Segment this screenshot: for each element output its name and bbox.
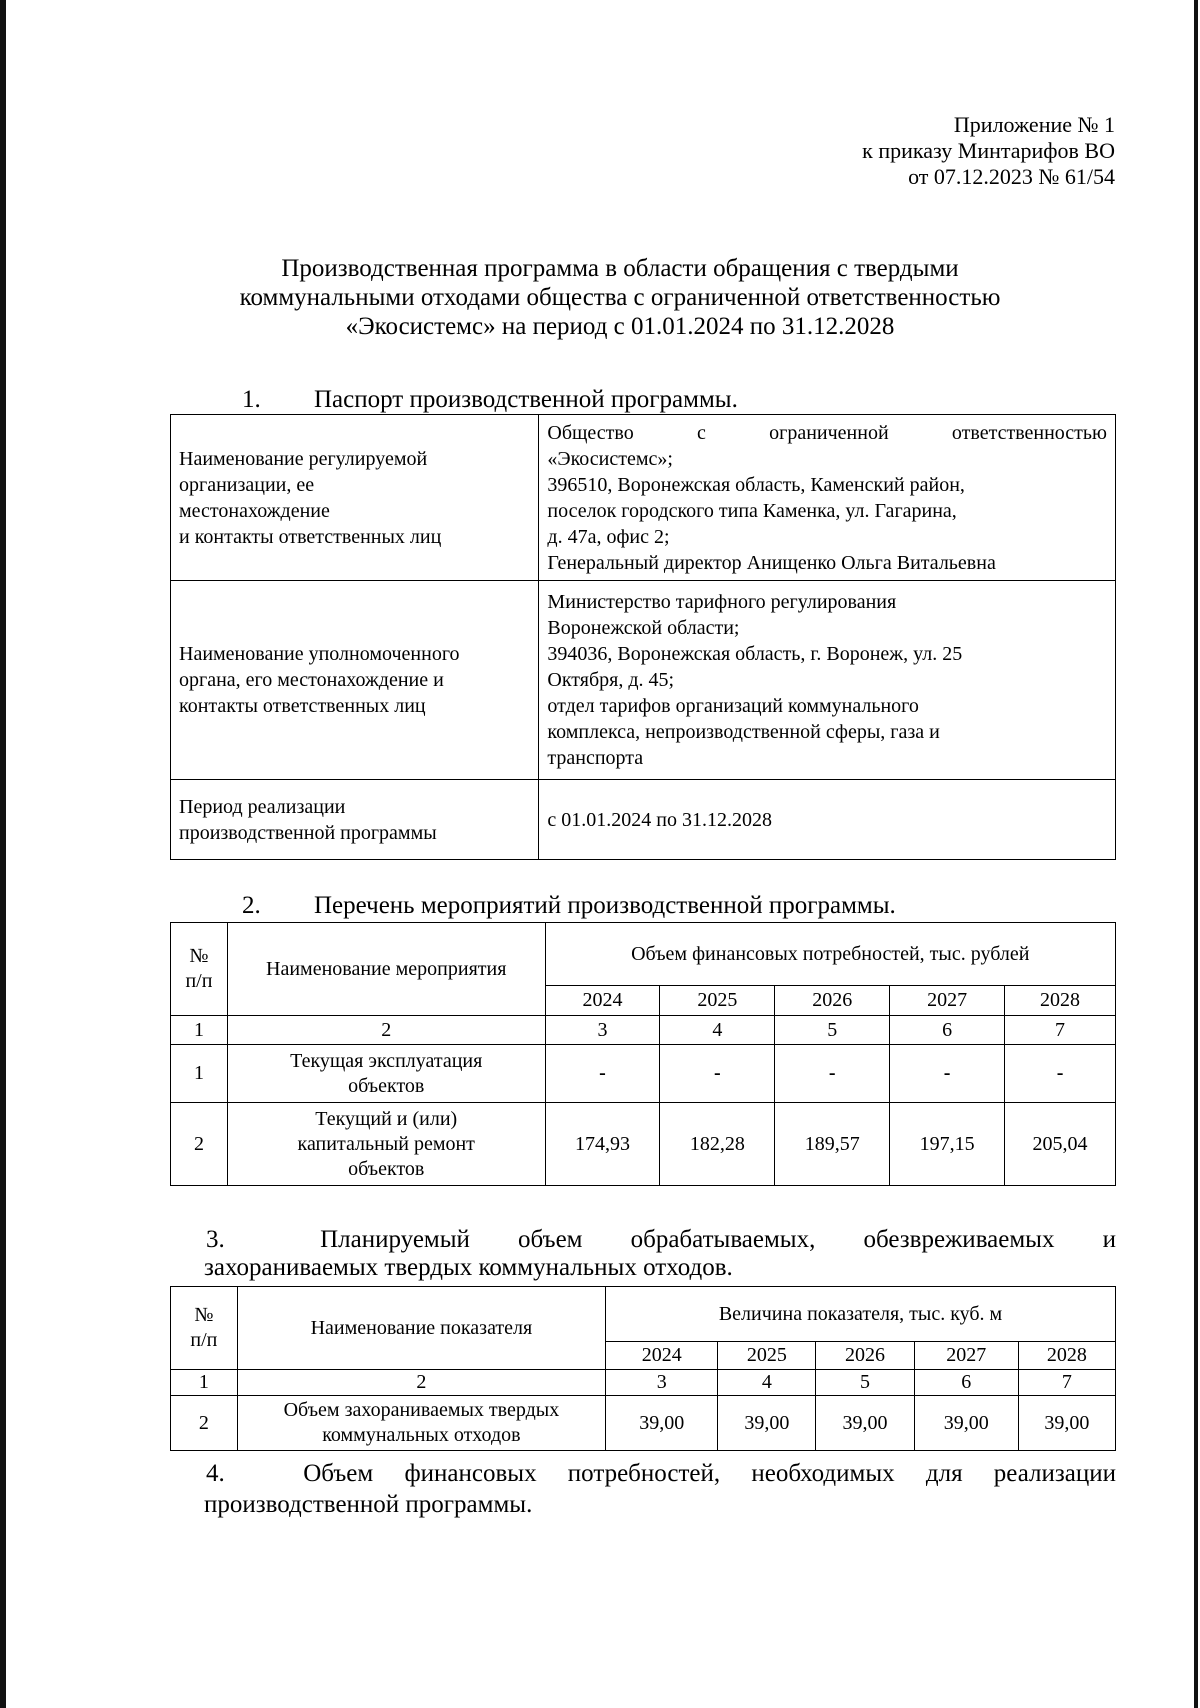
value-cell: -: [545, 1045, 660, 1103]
index-cell: 5: [816, 1370, 914, 1396]
index-cell: 4: [660, 1016, 775, 1045]
index-cell: 3: [606, 1370, 718, 1396]
value-cell: -: [890, 1045, 1005, 1103]
waste-volume-table: [170, 1286, 1116, 1451]
passport-table: [170, 414, 1116, 860]
value-cell: 205,04: [1005, 1103, 1116, 1186]
appendix-line: к приказу Минтарифов ВО: [862, 138, 1115, 163]
scan-edge-right: [1194, 0, 1198, 1708]
value-cell: -: [775, 1045, 890, 1103]
table-row: [171, 581, 1116, 780]
table-row: [171, 415, 1116, 581]
column-header-name: Наименование показателя: [237, 1287, 605, 1370]
activity-name: Текущий и (или) капитальный ремонт объектов: [227, 1103, 545, 1186]
table-row: [171, 1103, 1116, 1186]
value-cell: -: [660, 1045, 775, 1103]
row-number: 2: [171, 1396, 238, 1451]
justified-line: 4. Объем финансовых потребностей, необходимых для реализации: [206, 1460, 1116, 1487]
section-4-heading: [206, 1458, 1116, 1520]
value-cell: 39,00: [718, 1396, 816, 1451]
section-title: Перечень мероприятий производственной программы.: [314, 892, 896, 919]
column-header-group: Величина показателя, тыс. куб. м: [606, 1287, 1116, 1342]
value-cell: 39,00: [1018, 1396, 1115, 1451]
passport-label: Период реализации производственной программы: [171, 780, 539, 860]
table-index-row: [171, 1016, 1116, 1045]
index-cell: 1: [171, 1370, 238, 1396]
year-header: 2027: [914, 1342, 1018, 1370]
title-line: коммунальными отходами общества с ограниченной ответственностью: [239, 284, 1001, 311]
passport-value: с 01.01.2024 по 31.12.2028: [539, 780, 1116, 860]
year-header: 2028: [1005, 986, 1116, 1016]
passport-value: Общество с ограниченной ответственностью «Экосистемс»; 396510, Воронежская область, Каменский район, поселок городского типа Каменка, ул. Гагарина, д. 47а, офис 2; Генеральный директор Анищенко Ольга Витальевна: [539, 415, 1116, 581]
column-header-group: Объем финансовых потребностей, тыс. рублей: [545, 923, 1115, 986]
index-cell: 7: [1018, 1370, 1115, 1396]
section-2-heading: [242, 892, 896, 920]
value-cell: 182,28: [660, 1103, 775, 1186]
table-row: [171, 780, 1116, 860]
section-number: 2.: [242, 892, 261, 919]
year-header: 2025: [718, 1342, 816, 1370]
table-header-row: [171, 1287, 1116, 1342]
year-header: 2026: [775, 986, 890, 1016]
year-header: 2024: [606, 1342, 718, 1370]
year-header: 2026: [816, 1342, 914, 1370]
row-number: 1: [171, 1045, 228, 1103]
index-cell: 7: [1005, 1016, 1116, 1045]
index-cell: 6: [914, 1370, 1018, 1396]
value-cell: 174,93: [545, 1103, 660, 1186]
appendix-line: Приложение № 1: [953, 112, 1115, 137]
table-header-row: [171, 923, 1116, 986]
value-cell: 189,57: [775, 1103, 890, 1186]
index-cell: 3: [545, 1016, 660, 1045]
scan-edge-left: [0, 0, 6, 1708]
justified-line: Общество с ограниченной ответственностью: [547, 421, 1107, 444]
section-number: 3.: [206, 1226, 225, 1253]
year-header: 2028: [1018, 1342, 1115, 1370]
value-cell: 39,00: [816, 1396, 914, 1451]
appendix-note: [862, 112, 1115, 190]
index-cell: 2: [227, 1016, 545, 1045]
passport-value: Министерство тарифного регулирования Воронежской области; 394036, Воронежская область, г. Воронеж, ул. 25 Октября, д. 45; отдел тарифов организаций коммунального комплекса, непроизводственной сферы, газа и транспорта: [539, 581, 1116, 780]
column-header-name: Наименование мероприятия: [227, 923, 545, 1016]
index-cell: 1: [171, 1016, 228, 1045]
table-index-row: [171, 1370, 1116, 1396]
title-line: «Экосистемс» на период с 01.01.2024 по 31.12.2028: [345, 313, 895, 340]
year-header: 2025: [660, 986, 775, 1016]
section-number: 1.: [242, 386, 261, 413]
value-cell: 197,15: [890, 1103, 1005, 1186]
row-number: 2: [171, 1103, 228, 1186]
index-cell: 5: [775, 1016, 890, 1045]
table-row: [171, 1396, 1116, 1451]
year-header: 2024: [545, 986, 660, 1016]
value-cell: 39,00: [606, 1396, 718, 1451]
section-title-line: захораниваемых твердых коммунальных отходов.: [204, 1254, 733, 1281]
section-1-heading: [242, 386, 738, 414]
indicator-name: Объем захораниваемых твердых коммунальных отходов: [237, 1396, 605, 1451]
year-header: 2027: [890, 986, 1005, 1016]
column-header-number: № п/п: [171, 1287, 238, 1370]
column-header-number: № п/п: [171, 923, 228, 1016]
justified-line: 3. Планируемый объем обрабатываемых, обезвреживаемых и: [206, 1226, 1116, 1253]
title-line: Производственная программа в области обращения с твердыми: [281, 255, 959, 282]
value-cell: -: [1005, 1045, 1116, 1103]
value-cell: 39,00: [914, 1396, 1018, 1451]
document-title: [160, 254, 1080, 341]
index-cell: 6: [890, 1016, 1005, 1045]
activity-name: Текущая эксплуатация объектов: [227, 1045, 545, 1103]
section-number: 4.: [206, 1460, 225, 1487]
activities-table: [170, 922, 1116, 1186]
index-cell: 4: [718, 1370, 816, 1396]
index-cell: 2: [237, 1370, 605, 1396]
passport-label: Наименование уполномоченного органа, его местонахождение и контакты ответственных лиц: [171, 581, 539, 780]
table-row: [171, 1045, 1116, 1103]
section-title-line: производственной программы.: [204, 1491, 533, 1518]
passport-label: Наименование регулируемой организации, ее местонахождение и контакты ответственных лиц: [171, 415, 539, 581]
section-title: Паспорт производственной программы.: [314, 386, 738, 413]
section-3-heading: [206, 1226, 1116, 1282]
appendix-line: от 07.12.2023 № 61/54: [908, 164, 1115, 189]
